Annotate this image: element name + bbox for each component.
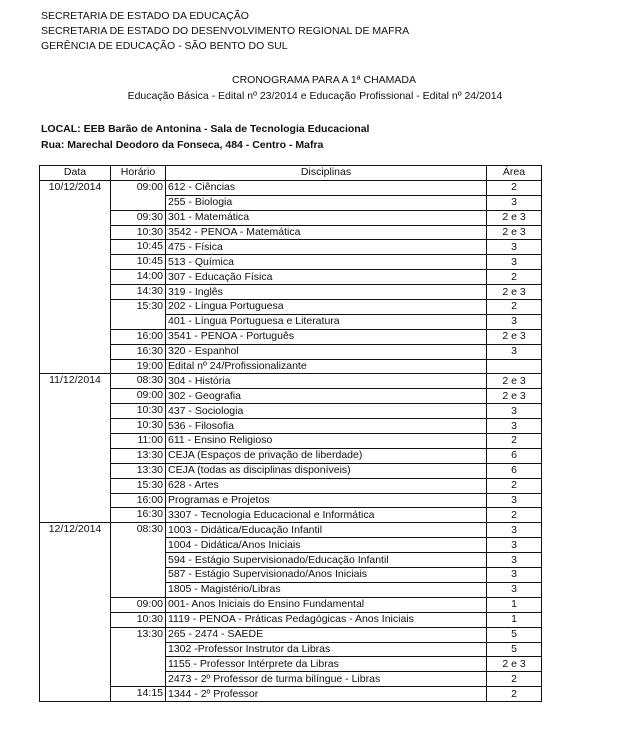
table-row [40,627,542,642]
cell-disciplina: 1119 - PENOA - Práticas Pedagógicas - Anos Iniciais [166,612,487,627]
cell-horario: 09:00 [111,180,166,210]
cell-disciplina: CEJA (Espaços de privação de liberdade) [166,448,487,463]
cell-disciplina: 2473 - 2º Professor de turma bilíngue - Libras [166,672,487,687]
title-main: CRONOGRAMA PARA A 1ª CHAMADA [232,74,416,86]
table-header-row [40,166,542,181]
cell-disciplina: Edital nº 24/Profissionalizante [166,359,487,374]
cell-area: 1 [487,597,542,612]
cell-horario: 15:30 [111,478,166,493]
table-row [40,434,542,449]
cell-area: 2 e 3 [487,329,542,344]
table-row [40,419,542,434]
cell-area: 2 e 3 [487,285,542,300]
cell-disciplina: 513 - Química [166,255,487,270]
cell-horario: 13:30 [111,448,166,463]
cell-data: 11/12/2014 [40,374,111,523]
cell-horario: 13:30 [111,627,166,687]
table-row [40,225,542,240]
table-row [40,300,542,315]
cell-disciplina: 587 - Estágio Supervisionado/Anos Iniciais [166,568,487,583]
cell-disciplina: 437 - Sociologia [166,404,487,419]
table-row [40,374,542,389]
cell-area: 3 [487,255,542,270]
document-title [0,72,630,104]
cell-area: 2 e 3 [487,389,542,404]
table-row [40,344,542,359]
table-row [40,523,542,538]
table-row [40,508,542,523]
cell-disciplina: 301 - Matemática [166,210,487,225]
cell-area: 2 [487,434,542,449]
column-header-data: Data [40,166,111,181]
cell-area: 2 [487,300,542,315]
table-row [40,285,542,300]
cell-horario: 09:00 [111,597,166,612]
cell-horario: 08:30 [111,523,166,597]
cell-horario: 10:45 [111,240,166,255]
cell-area: 2 [487,672,542,687]
cell-disciplina: 612 - Ciências [166,180,487,195]
cell-disciplina: 307 - Educação Física [166,270,487,285]
cell-area: 2 [487,687,542,702]
cell-area: 3 [487,523,542,538]
cell-disciplina: 1302 -Professor Instrutor da Libras [166,642,487,657]
cell-horario: 14:00 [111,270,166,285]
cell-disciplina: 304 - História [166,374,487,389]
cell-horario: 13:30 [111,463,166,478]
table-row [40,255,542,270]
cell-area: 2 [487,270,542,285]
location-address: Rua: Marechal Deodoro da Fonseca, 484 - Centro - Mafra [41,139,324,151]
cell-area: 2 e 3 [487,657,542,672]
cell-horario: 10:30 [111,404,166,419]
table-row [40,359,542,374]
cell-area: 3 [487,240,542,255]
cell-horario: 19:00 [111,359,166,374]
cell-area [487,359,542,374]
cell-horario: 14:30 [111,285,166,300]
cell-horario: 16:00 [111,493,166,508]
table-row [40,180,542,195]
cell-data: 12/12/2014 [40,523,111,702]
table-row [40,493,542,508]
cell-disciplina: 319 - Inglês [166,285,487,300]
location-info [41,121,369,153]
table-row [40,687,542,702]
column-header-area: Área [487,166,542,181]
cell-disciplina: 611 - Ensino Religioso [166,434,487,449]
cell-disciplina: 3542 - PENOA - Matemática [166,225,487,240]
cell-horario: 11:00 [111,434,166,449]
location-place: LOCAL: EEB Barão de Antonina - Sala de Tecnologia Educacional [41,123,370,135]
cell-area: 3 [487,344,542,359]
cell-area: 2 e 3 [487,210,542,225]
cell-area: 2 [487,508,542,523]
cell-horario: 10:30 [111,225,166,240]
cell-disciplina: 536 - Filosofia [166,419,487,434]
cell-horario: 15:30 [111,300,166,330]
cell-area: 2 [487,180,542,195]
cell-area: 5 [487,642,542,657]
cell-area: 3 [487,493,542,508]
cell-horario: 14:15 [111,687,166,702]
cell-area: 2 e 3 [487,225,542,240]
cell-disciplina: 255 - Biologia [166,195,487,210]
table-row [40,240,542,255]
title-subtitle: Educação Básica - Edital nº 23/2014 e Educação Profissional - Edital nº 24/2014 [127,90,503,102]
cell-disciplina: CEJA (todas as disciplinas disponíveis) [166,463,487,478]
cell-disciplina: 302 - Geografia [166,389,487,404]
cell-area: 3 [487,538,542,553]
cell-area: 3 [487,195,542,210]
cell-area: 5 [487,627,542,642]
table-row [40,597,542,612]
cell-horario: 10:30 [111,419,166,434]
header-line-secretaria-educacao: SECRETARIA DE ESTADO DA EDUCAÇÃO [41,10,249,22]
document-header [41,9,409,54]
cell-area: 2 e 3 [487,374,542,389]
header-line-gerencia: GERÊNCIA DE EDUCAÇÃO - SÃO BENTO DO SUL [41,40,288,52]
column-header-disciplinas: Disciplinas [166,166,487,181]
cell-area: 3 [487,553,542,568]
column-header-horario: Horário [111,166,166,181]
table-row [40,478,542,493]
cell-disciplina: 628 - Artes [166,478,487,493]
cell-disciplina: 3541 - PENOA - Português [166,329,487,344]
cell-disciplina: 202 - Língua Portuguesa [166,300,487,315]
cell-horario: 16:30 [111,508,166,523]
cell-horario: 09:30 [111,210,166,225]
cell-horario: 10:45 [111,255,166,270]
table-row [40,270,542,285]
cell-disciplina: 320 - Espanhol [166,344,487,359]
cell-area: 6 [487,463,542,478]
cell-disciplina: 475 - Física [166,240,487,255]
cell-disciplina: Programas e Projetos [166,493,487,508]
table-row [40,463,542,478]
cell-disciplina: 1344 - 2º Professor [166,687,487,702]
cell-disciplina: 1805 - Magistério/Libras [166,582,487,597]
cell-area: 3 [487,582,542,597]
cell-data: 10/12/2014 [40,180,111,374]
cell-horario: 16:30 [111,344,166,359]
cell-area: 1 [487,612,542,627]
table-row [40,389,542,404]
cell-area: 3 [487,404,542,419]
cell-area: 3 [487,568,542,583]
cell-disciplina: 3307 - Tecnologia Educacional e Informática [166,508,487,523]
table-row [40,329,542,344]
header-line-secretaria-regional: SECRETARIA DE ESTADO DO DESENVOLVIMENTO REGIONAL DE MAFRA [41,25,410,37]
cell-area: 3 [487,314,542,329]
cell-horario: 10:30 [111,612,166,627]
cell-area: 3 [487,419,542,434]
cell-disciplina: 594 - Estágio Supervisionado/Educação Infantil [166,553,487,568]
table-row [40,448,542,463]
cell-disciplina: 1003 - Didática/Educação Infantil [166,523,487,538]
cell-disciplina: 1004 - Didática/Anos Iniciais [166,538,487,553]
cell-horario: 09:00 [111,389,166,404]
cell-disciplina: 1155 - Professor Intérprete da Libras [166,657,487,672]
cell-disciplina: 265 - 2474 - SAEDE [166,627,487,642]
cell-horario: 08:30 [111,374,166,389]
table-row [40,404,542,419]
cell-area: 6 [487,448,542,463]
table-row [40,612,542,627]
schedule-table [39,165,542,702]
cell-disciplina: 001- Anos Iniciais do Ensino Fundamental [166,597,487,612]
cell-disciplina: 401 - Língua Portuguesa e Literatura [166,314,487,329]
cell-area: 2 [487,478,542,493]
cell-horario: 16:00 [111,329,166,344]
table-row [40,210,542,225]
